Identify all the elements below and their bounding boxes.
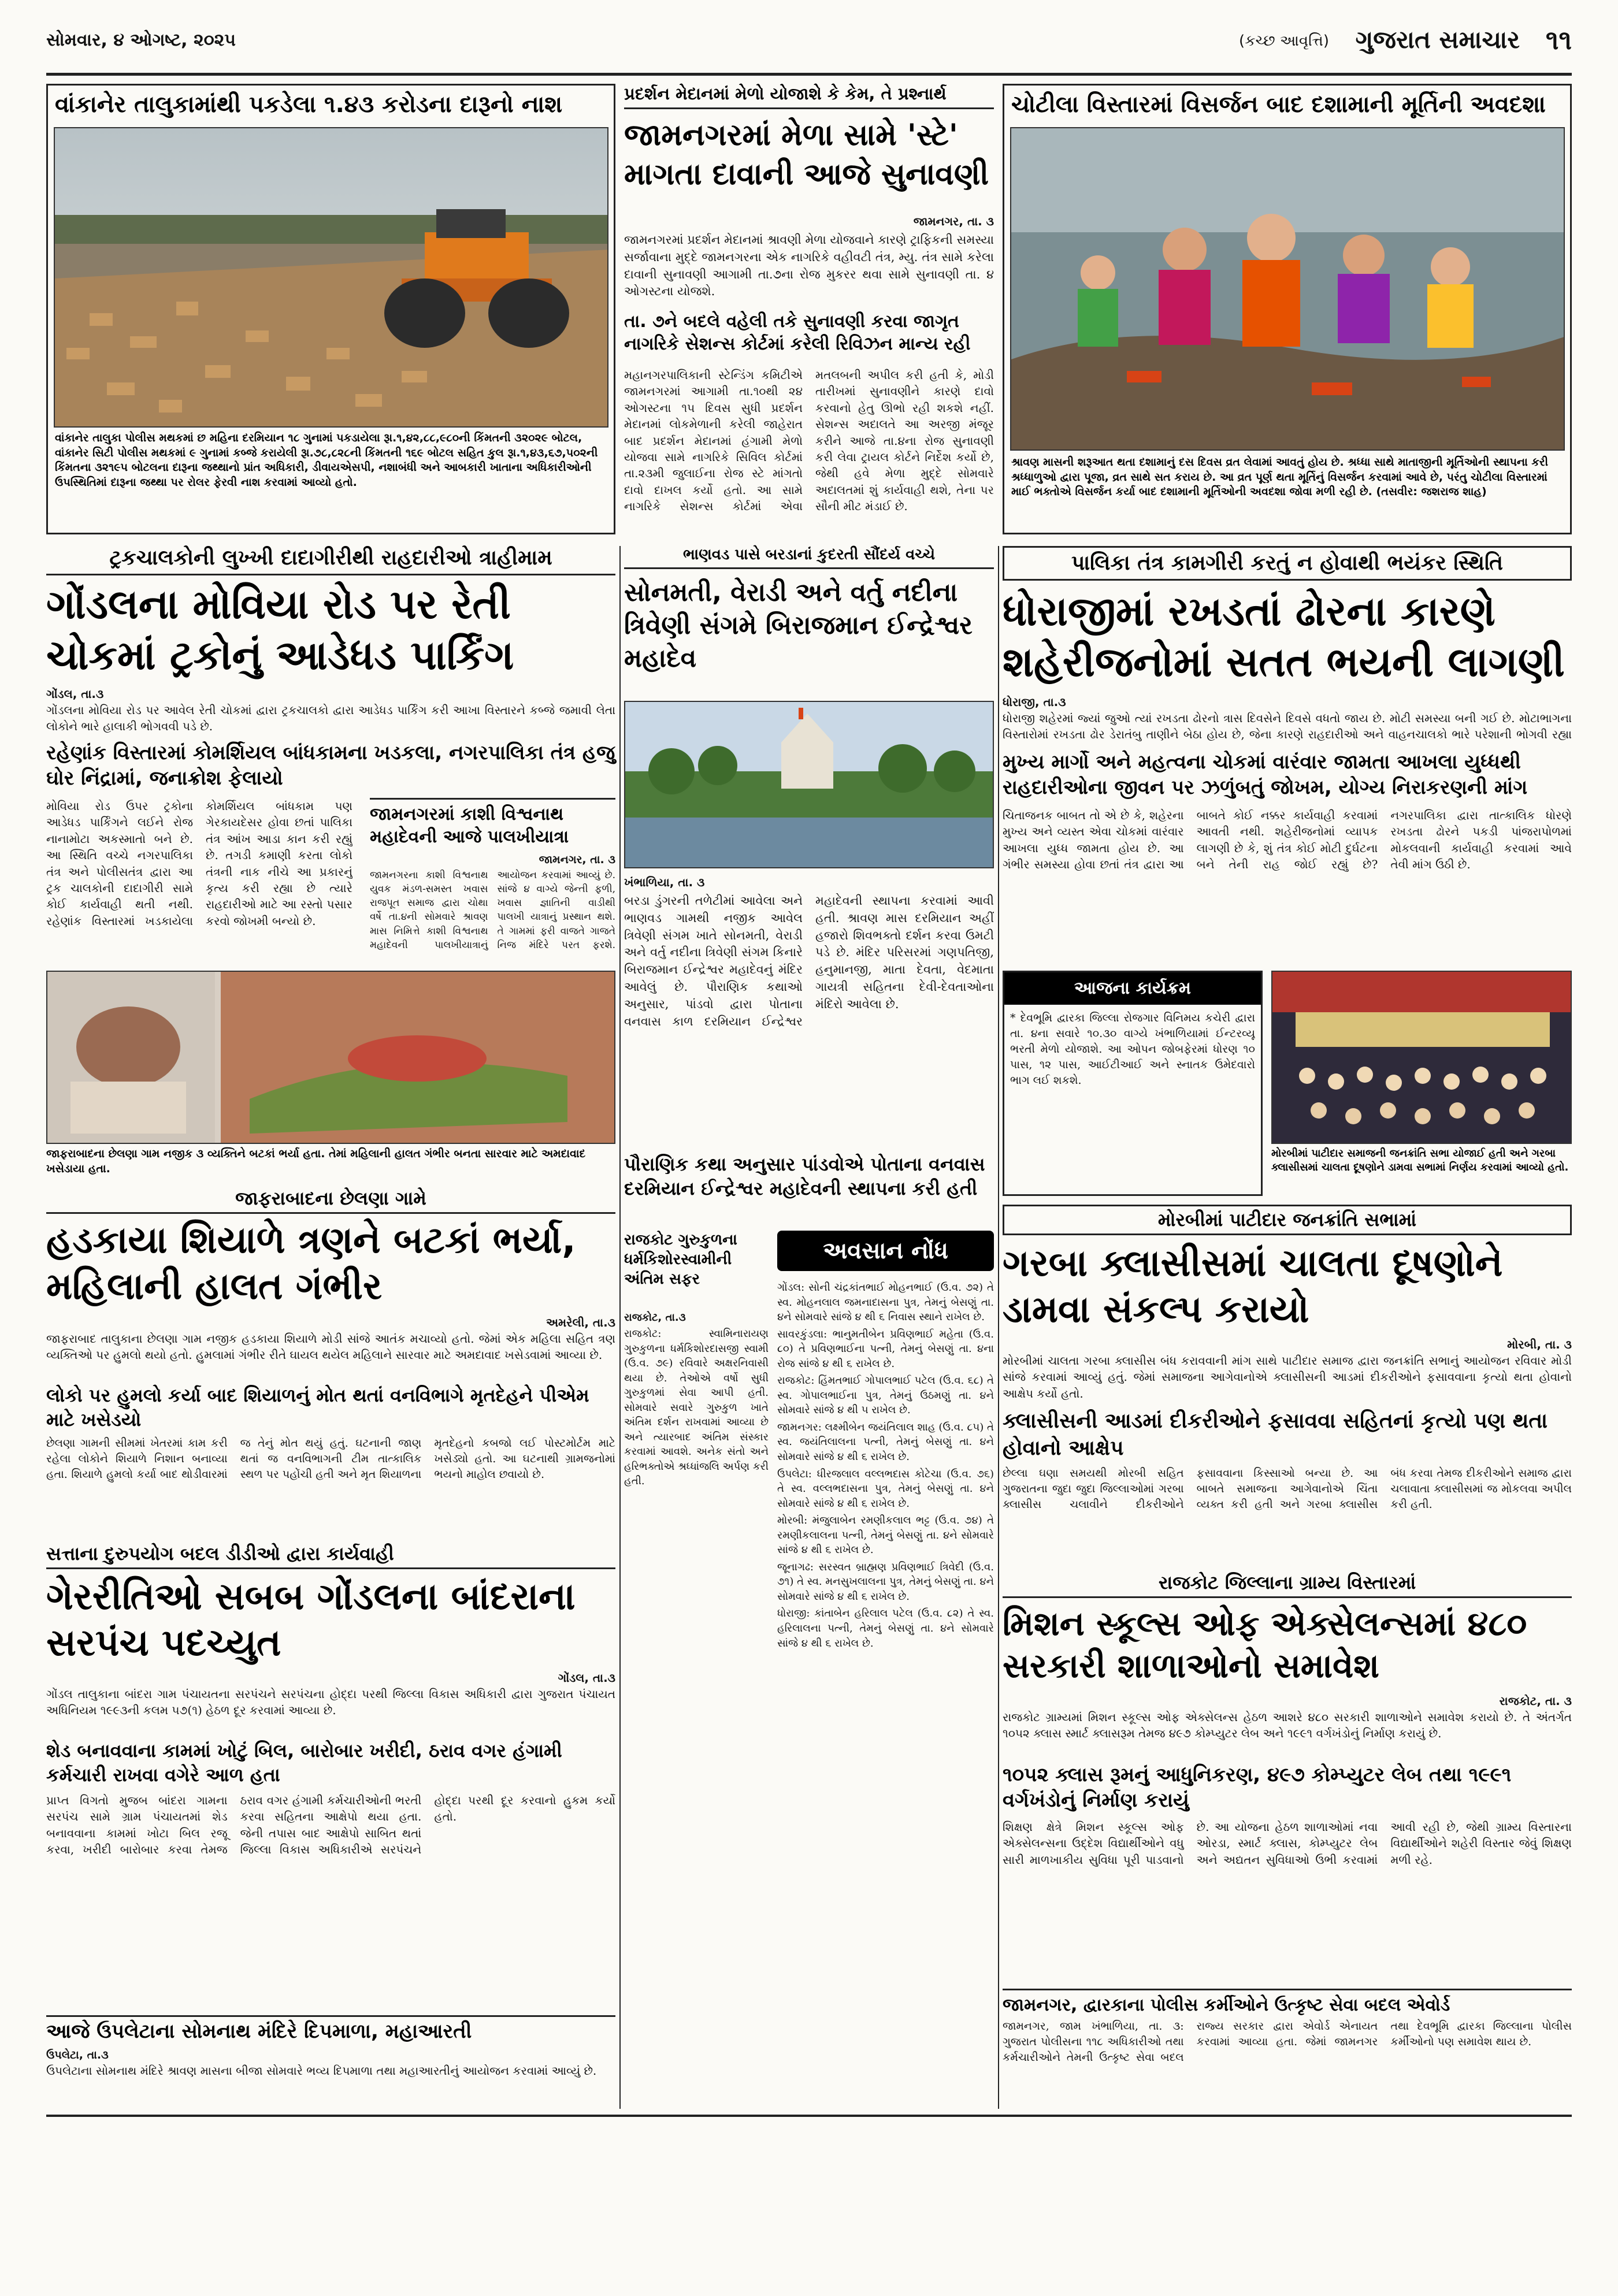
kashi-body: જામનગરના કાશી વિશ્વનાથ યુવક મંડળ-સમસ્ત ખવાસ રાજપૂત સમાજ દ્વારા ચોથા વર્ષે તા.૪ની સોમવારે શ્રાવણ માસ નિમિત્તે કાશી વિશ્વનાથ મહાદેવની પાલખીયાત્રાનું આયોજન કરવામાં આવ્યું છે. સાંજે ૪ વાગ્યે જેન્તી ફળી, ખવાસ જ્ઞાતિની વાડીથી પાલખી યાત્રાનું પ્રસ્થાન થશે. તે ગામમાં ફરી વાજતે ગાજતે નિજ મંદિરે પરત ફરશે. xyxy=(370,870,615,951)
gondal-body2: મોવિયા રોડ ઉપર ટ્રકોના આડેધડ પાર્કિંગને લઈને રોજ નાનામોટા અકસ્માતો બને છે. આ સ્થિતિ વચ્ચે નગરપાલિકા તંત્ર અને પોલીસતંત્ર દ્વારા આ ટ્રક ચાલકોની દાદાગીરી સામે કોઈ કાર્યવાહી થતી નથી. રહેણાંક વિસ્તારમાં ખડકાયેલા કોમર્શિયલ બાંધકામ પણ ગેરકાયદેસર હોવા છતાં પાલિકા તંત્ર આંખ આડા કાન કરી રહ્યું છે. તગડી કમાણી કરતા લોકો તંત્રની નાક નીચે આ પ્રકારનું કૃત્ય કરી રહ્યા છે ત્યારે રાહદારીઓ માટે આ રસ્તો પસાર કરવો જોખમી બન્યો છે. xyxy=(46,799,352,928)
liquor-headline: વાંકાનેર તાલુકામાંથી પકડેલા ૧.૪૩ કરોડના દારૂનો નાશ xyxy=(55,91,563,118)
obituary-entry: ઉપલેટા: ધીરજલાલ વલ્લભદાસ કોટેચા (ઉ.વ. ૭૬) તે સ્વ. વલ્લભદાસના પુત્ર, તેમનું બેસણું તા. ૪ને સોમવારે સાંજે ૪ થી ૬ રાખેલ છે. xyxy=(777,1467,994,1510)
morbi-photo-caption: મોરબીમાં પાટીદાર સમાજની જનક્રાંતિ સભા યોજાઈ હતી અને ગરબા ક્લાસીસમાં ચાલતા દૂષણોને ડામવા સભામાં નિર્ણય કરવામાં આવ્યો હતો. xyxy=(1271,1147,1569,1174)
dashama-story xyxy=(1003,84,1572,534)
obituary-title xyxy=(777,1231,994,1271)
column-divider xyxy=(998,546,999,2109)
morbi-headline: ગરબા ક્લાસીસમાં ચાલતા દૂષણોને ડામવા સંકલ્પ કરાયો xyxy=(1003,1242,1503,1331)
obituary-entry: સાવરકુંડલા: ભાનુમતીબેન પ્રવિણભાઈ મહેતા (ઉ.વ. ૮૦) તે પ્રવિણભાઈના પત્ની, તેમનું બેસણું તા. ૪ના રોજ સાંજે ૪ થી ૬ રાખેલ છે. xyxy=(777,1328,994,1370)
schools-dateline: રાજકોટ, તા. ૩ xyxy=(1499,1694,1572,1708)
liquor-story xyxy=(46,84,615,534)
jafrabad-subhead: લોકો પર હુમલો કર્યા બાદ શિયાળનું મોત થતાં વનવિભાગે મૃતદેહને પીએમ માટે ખસેડયો xyxy=(46,1384,589,1431)
gondal-subhead: રહેણાંક વિસ્તારમાં કોમર્શિયલ બાંધકામના ખડકલા, નગરપાલિકા તંત્ર હજુ ઘોર નિંદ્રામાં, જનાક્રોશ ફેલાયો xyxy=(46,741,615,790)
triveni-kicker: ભાણવડ પાસે બરડાનાં કુદરતી સૌંદર્ય વચ્ચે xyxy=(624,546,994,569)
obituary-entry: મોરબી: મંજુલાબેન રમણીકલાલ ભટ્ટ (ઉ.વ. ૭૪) તે રમણીકલાલના પત્ની, તેમનું બેસણું તા. ૪ને સોમવારે સાંજે ૪ થી ૬ રાખેલ છે. xyxy=(777,1514,994,1556)
crowd-meeting-photo xyxy=(1272,972,1572,1144)
sarpanch-story xyxy=(46,1543,615,2109)
jafrabad-kicker: જાફરાબાદના છેલણા ગામે xyxy=(46,1187,615,1214)
schools-subhead: ૧૦૫૨ ક્લાસ રૂમનું આધુનિકરણ, ૪૯૭ કોમ્પ્યુટર લેબ તથા ૧૯૯૧ વર્ગખંડોનું નિર્માણ કરાયું xyxy=(1003,1763,1512,1812)
morbi-photo xyxy=(1271,971,1572,1144)
dashama-photo xyxy=(1010,127,1565,451)
triveni-body: બરડા ડુંગરની તળેટીમાં આવેલા અને ભાણવડ ગામથી નજીક આવેલ ત્રિવેણી સંગમ ખાતે સોનમતી, વેરાડી અને વર્તુ નદીના ત્રિવેણી સંગમ કિનારે બિરાજમાન ઈન્દ્રેશ્વર મહાદેવનું મંદિર આવેલું છે. પૌરાણિક કથાઓ અનુસાર, પાંડવો દ્વારા પોતાના વનવાસ કાળ દરમિયાન ઈન્દ્રેશ્વર મહાદેવની સ્થાપના કરવામાં આવી હતી. શ્રાવણ માસ દરમિયાન અહીં હજારો શિવભક્તો દર્શન કરવા ઉમટી પડે છે. મંદિર પરિસરમાં ગણપતિજી, હનુમાનજી, માતા દેવતા, વેદમાતા ગાયત્રી સહિતના દેવી-દેવતાઓના મંદિરો આવેલા છે. xyxy=(624,894,994,1028)
jafrabad-body: જાફરાબાદ તાલુકાના છેલણા ગામ નજીક હડકાયા શિયાળે મોડી સાંજે આતંક મચાવ્યો હતો. જેમાં એક મહિલા સહિત ત્રણ વ્યક્તિઓ પર હુમલો થયો હતો. હુમલામાં ગંભીર રીતે ઘાયલ થયેલ મહિલાને સારવાર માટે અમદાવાદ ખસેડવામાં આવ્યા છે. xyxy=(46,1332,615,1362)
obituary-entry: ધોરાજી: કાંતાબેન હરિલાલ પટેલ (ઉ.વ. ૮૨) તે સ્વ. હરિલાલના પત્ની, તેમનું બેસણું તા. ૪ને સોમવારે સાંજે ૪ થી ૬ રાખેલ છે. xyxy=(777,1607,994,1649)
sarpanch-body: ગોંડલ તાલુકાના બાંદરા ગામ પંચાયતના સરપંચને સરપંચના હોદ્દા પરથી જિલ્લા વિકાસ અધિકારી દ્વારા ગુજરાત પંચાયત અધિનિયમ ૧૯૯૩ની કલમ ૫૭(૧) હેઠળ દૂર કરવામાં આવ્યા છે. xyxy=(46,1687,615,1718)
gurukul-headline: રાજકોટ ગુરુકુળના ધર્મકિશોરસ્વામીની અંતિમ સફર xyxy=(624,1231,737,1288)
fair-body: જામનગરમાં પ્રદર્શન મેદાનમાં શ્રાવણી મેળા યોજવાને કારણે ટ્રાફિકની સમસ્યા સર્જાવાના મુદ્દે જામનગરના એક નાગરિકે વહીવટી તંત્ર, મ્યુ. તંત્ર સામે કરેલા દાવાની સુનાવણી આગામી તા.૭ના રોજ મુકરર થવા સામે સુનાવણી તા. ૪ ઓગસ્ટના યોજશે. xyxy=(624,233,994,299)
masthead-rule xyxy=(46,73,1572,76)
obituary-entry: ગોંડલ: સોની ચંદ્રકાંતભાઈ મોહનભાઈ (ઉ.વ. ૭૨) તે સ્વ. મોહનલાલ જમનાદાસના પુત્ર, તેમનું બેસણું તા. ૪ને સોમવારે સાંજે ૪ થી ૬ નિવાસ સ્થાને રાખેલ છે. xyxy=(777,1281,994,1324)
morbi-dateline: મોરબી, તા. ૩ xyxy=(1507,1338,1572,1351)
gondal-headline: ગોંડલના મોવિયા રોડ પર રેતી ચોકમાં ટ્રકોનું આડેધડ પાર્કિંગ xyxy=(46,581,514,679)
sarpanch-kicker: સત્તાના દુરુપયોગ બદલ ડીડીઓ દ્વારા કાર્યવાહી xyxy=(46,1543,615,1569)
fair-kicker: પ્રદર્શન મેદાનમાં મેળો યોજાશે કે કેમ, તે પ્રશ્નાર્થ xyxy=(624,84,994,109)
dhoraji-body: ધોરાજી શહેરમાં જ્યાં જુઓ ત્યાં રખડતા ઢોરનો ત્રાસ દિવસેને દિવસે વધતો જાય છે. મોટી સમસ્યા બની ગઈ છે. મોટાભાગના વિસ્તારોમાં રખડતા ઢોર ડેરાતંબુ તાણીને બેઠા હોય છે, જેના કારણે રાહદારીઓ અને વાહનચાલકો ભારે પરેશાની ભોગવી રહ્યા xyxy=(1003,711,1572,742)
morbi-story xyxy=(1003,1205,1572,1563)
sarpanch-headline: ગેરરીતિઓ સબબ ગોંડલના બાંદરાના સરપંચ પદચ્યુત xyxy=(46,1576,576,1665)
somnath-dateline: ઉપલેટા, તા.૩ xyxy=(46,2049,109,2061)
sarpanch-dateline: ગોંડલ, તા.૩ xyxy=(558,1671,615,1685)
gurukul-dateline: રાજકોટ, તા.૩ xyxy=(624,1312,686,1324)
column-divider xyxy=(619,546,621,2109)
morbi-subhead: ક્લાસીસની આડમાં દીકરીઓને ફસાવવા સહિતનાં કૃત્યો પણ થતા હોવાનો આક્ષેપ xyxy=(1003,1409,1548,1460)
programme-box xyxy=(1003,971,1263,1196)
fair-story xyxy=(624,84,994,534)
jafrabad-photo-caption: જાફરાબાદના છેલણા ગામ નજીક ૩ વ્યક્તિને બટકાં ભર્યા હતા. તેમાં મહિલાની હાલત ગંભીર બનતા સારવાર માટે અમદાવાદ ખસેડાયા હતા. xyxy=(46,1147,586,1175)
gondal-story xyxy=(46,546,615,962)
edition-label: (કચ્છ આવૃત્તિ) xyxy=(1239,32,1329,50)
somnath-body: ઉપલેટાના સોમનાથ મંદિરે શ્રાવણ માસના બીજા સોમવારે ભવ્ય દિપમાળા તથા મહાઆરતીનું આયોજન કરવામાં આવ્યું છે. xyxy=(46,2064,597,2078)
jafrabad-story xyxy=(46,1187,615,1534)
fair-body2: મહાનગરપાલિકાની સ્ટેન્ડિંગ કમિટીએ જામનગરમાં આગામી તા.૧૦થી ૨૪ ઓગસ્ટના ૧૫ દિવસ સુધી પ્રદર્શન મેદાનમાં લોકમેળાની કરેલી જાહેરાત બાદ પ્રદર્શન મેદાનમાં હંગામી મેળો યોજવા સામે નાગરિકે સિવિલ કોર્ટમાં તા.૨૩મી જુલાઈના રોજ સ્ટે માંગતો દાવો દાખલ કર્યો હતો. આ સામે નાગરિકે સેશન્સ કોર્ટમાં એવા મતલબની અપીલ કરી હતી કે, મોડી તારીખમાં સુનાવણીને કારણે દાવો કરવાનો હેતુ ઊભો રહી શકશે નહીં. સેશન્સ અદાલતે આ અરજી મંજૂર કરીને આજે તા.૪ના રોજ સુનાવણી કરી લેવા ટ્રાયલ કોર્ટને નિર્દેશ કર્યો છે, જેથી હવે મેળા મુદ્દે સોમવારે અદાલતમાં શું કાર્યવાહી થશે, તેના પર સૌની મીટ મંડાઈ છે. xyxy=(624,368,994,514)
injured-people-photo xyxy=(47,972,615,1144)
gondal-body: ગોંડલના મોવિયા રોડ પર આવેલ રેતી ચોકમાં દ્વારા ટ્રકચાલકો દ્વારા આડેધડ પાર્કિંગ કરી આખા વિસ્તારને કબ્જે જમાવી લેતા લોકોને ભારે હાલાકી ભોગવવી પડે છે. xyxy=(46,703,615,734)
liquor-photo xyxy=(54,127,608,428)
schools-body2: શિક્ષણ ક્ષેત્રે મિશન સ્કૂલ્સ ઓફ એક્સેલન્સના ઉદ્દેશ વિદ્યાર્થીઓને વધુ સારી માળખાકીય સુવિધા પૂરી પાડવાનો છે. આ યોજના હેઠળ શાળાઓમાં નવા ઓરડા, સ્માર્ટ ક્લાસ, કોમ્પ્યુટર લેબ અને અદ્યતન સુવિધાઓ ઉભી કરવામાં આવી રહી છે, જેથી ગ્રામ્ય વિસ્તારના વિદ્યાર્થીઓને શહેરી વિસ્તાર જેવું શિક્ષણ મળી રહે. xyxy=(1003,1820,1572,1867)
award-body: જામનગર, જામ ખંભાળિયા, તા. ૩: ગુજરાત પોલીસના ૧૧૮ અધિકારીઓ તથા કર્મચારીઓને તેમની ઉત્કૃષ્ટ સેવા બદલ રાજ્ય સરકાર દ્વારા એવોર્ડ એનાયત કરવામાં આવ્યા હતા. જેમાં જામનગર તથા દેવભૂમિ દ્વારકા જિલ્લાના પોલીસ કર્મીઓનો પણ સમાવેશ થાય છે. xyxy=(1003,2020,1572,2064)
schools-headline: મિશન સ્કૂલ્સ ઓફ એક્સેલન્સમાં ૪૮૦ સરકારી શાળાઓનો સમાવેશ xyxy=(1003,1604,1527,1685)
dashama-caption: શ્રાવણ માસની શરૂઆત થતા દશામાનું દસ દિવસ વ્રત લેવામાં આવતું હોય છે. શ્રધ્ધા સાથે માતાજીની મૂર્તિઓની સ્થાપના કરી શ્રધ્ધાળુઓ દ્વારા પૂજા, વ્રત સાથે સત કરાય છે. આ વ્રત પૂર્ણ થતા મૂર્તિનું વિસર્જન કરવામાં આવે છે, પરંતુ ચોટીલા વિસ્તારમાં માઈ ભક્તોએ વિસર્જન કર્યા બાદ દશામાની મૂર્તિઓની અવદશા જોવા મળી રહી છે. (તસવીર: જશરાજ શાહ) xyxy=(1011,456,1549,499)
dashama-headline: ચોટીલા વિસ્તારમાં વિસર્જન બાદ દશામાની મૂર્તિની અવદશા xyxy=(1011,91,1546,118)
jafrabad-dateline: અમરેલી, તા.૩ xyxy=(545,1316,615,1329)
triveni-photo xyxy=(624,701,994,868)
morbi-body: મોરબીમાં ચાલતા ગરબા ક્લાસીસ બંધ કરાવવાની માંગ સાથે પાટીદાર સમાજ દ્વારા જનક્રાંતિ સભાનું આયોજન રવિવાર મોડી સાંજે કરવામાં આવ્યું હતું. જેમાં સમાજના આગેવાનોએ ક્લાસીસની આડમાં દીકરીઓને ફસાવવાના કૃત્યો થતા હોવાનો આક્ષેપ કર્યો હતો. xyxy=(1003,1354,1572,1400)
triveni-banner: પૌરાણિક કથા અનુસાર પાંડવોએ પોતાના વનવાસ દરમિયાન ઈન્દ્રેશ્વર મહાદેવની સ્થાપના કરી હતી xyxy=(624,1153,985,1199)
dhoraji-dateline: ધોરાજી, તા.૩ xyxy=(1003,695,1066,709)
obituary-entry: રાજકોટ: હિંમતભાઈ ગોપાલભાઈ પટેલ (ઉ.વ. ૬૮) તે સ્વ. ગોપાલભાઈના પુત્ર, તેમનું ઉઠમણું તા. ૪ને સોમવારે સાંજે ૪ થી ૫ રાખેલ છે. xyxy=(777,1374,994,1417)
fair-subhead: તા. ૭ને બદલે વહેલી તકે સુનાવણી કરવા જાગૃત નાગરિકે સેશન્સ કોર્ટમાં કરેલી રિવિઝન માન્ય રહી xyxy=(624,311,971,354)
jafrabad-body2: છેલણા ગામની સીમમાં ખેતરમાં કામ કરી રહેલા લોકોને શિયાળે નિશાન બનાવ્યા હતા. શિયાળે હુમલો કર્યા બાદ થોડીવારમાં જ તેનું મોત થયું હતું. ઘટનાની જાણ થતાં જ વનવિભાગની ટીમ તાત્કાલિક સ્થળ પર પહોંચી હતી અને મૃત શિયાળના મૃતદેહનો કબજો લઈ પોસ્ટમોર્ટમ માટે ખસેડ્યો હતો. આ ઘટનાથી ગ્રામજનોમાં ભયનો માહોલ છવાયો છે. xyxy=(46,1437,615,1481)
schools-body: રાજકોટ ગ્રામ્યમાં મિશન સ્કૂલ્સ ઓફ એક્સેલન્સ હેઠળ આશરે ૪૮૦ સરકારી શાળાઓને સમાવેશ કરાયો છે. તે અંતર્ગત ૧૦૫૨ ક્લાસ સ્માર્ટ ક્લાસરૂમ તેમજ ૪૯૭ કોમ્પ્યુટર લેબ અને ૧૯૯૧ વર્ગખંડોનું નિર્માણ કરાયું છે. xyxy=(1003,1710,1572,1741)
programme-label-text: આજના કાર્યક્રમ xyxy=(1074,978,1192,998)
road-roller-photo xyxy=(55,128,608,428)
liquor-caption: વાંકાનેર તાલુકા પોલીસ મથકમાં છ મહિના દરમિયાન ૧૮ ગુનામાં પકડાયેલા રૂા.૧,૪૨,૮૮,૯૮૦ની કિંમતની ૩૨૦૨૯ બોટલ, વાંકાનેર સિટી પોલીસ મથકમાં ૯ ગુનામાં કબ્જે કરાયેલી રૂા.૭૮,૮૨૮ની કિંમતની ૧૬૯ બોટલ સહિત કુલ રૂા.૧,૪૩,૬૭,૫૦૨ની કિંમતના ૩૨૧૯૫ બોટલના દારૂના જથ્થાનો પ્રાંત અધિકારી, ડીવાયએસપી, નશાબંધી અને આબકારી ખાતાના અધિકારીઓની ઉપસ્થિતિમાં દારૂના જથ્થા પર રોલર ફેરવી નાશ કરવામાં આવ્યો હતો. xyxy=(55,432,598,489)
kashi-story xyxy=(370,798,615,962)
sarpanch-subhead: શેડ બનાવવાના કામમાં ખોટું બિલ, બારોબાર ખરીદી, ઠરાવ વગર હંગામી કર્મચારી રાખવા વગેરે આળ હતા xyxy=(46,1740,562,1786)
newspaper-name: ગુજરાત સમાચાર xyxy=(1355,25,1520,54)
dhoraji-kicker: પાલિકા તંત્ર કામગીરી કરતું ન હોવાથી ભયંકર સ્થિતિ xyxy=(1003,546,1572,581)
fair-headline: જામનગરમાં મેળા સામે 'સ્ટે' માગતા દાવાની આજે સુનાવણી xyxy=(624,118,989,192)
gondal-dateline: ગોંડલ, તા.૩ xyxy=(46,687,104,701)
triveni-story xyxy=(624,546,994,1222)
gurukul-body: રાજકોટ: સ્વામિનારાયણ ગુરુકુળના ધર્મકિશોરદાસજી સ્વામી (ઉ.વ. ૭૯) રવિવારે અક્ષરનિવાસી થયા છે. તેઓએ વર્ષો સુધી ગુરુકુળમાં સેવા આપી હતી. સોમવારે સવારે ગુરુકુળ ખાતે અંતિમ દર્શન રાખવામાં આવ્યા છે અને ત્યારબાદ અંતિમ સંસ્કાર કરવામાં આવશે. અનેક સંતો અને હરિભક્તોએ શ્રધ્ધાંજલિ અર્પણ કરી હતી. xyxy=(624,1328,769,1488)
bottom-rule xyxy=(46,2115,1572,2117)
programme-text: * દેવભૂમિ દ્વારકા જિલ્લા રોજગાર વિનિમય કચેરી દ્વારા તા. ૪ના સવારે ૧૦.૩૦ વાગ્યે ખંભાળિયામાં ઈન્ટરવ્યૂ ભરતી મેળો યોજાશે. આ ઓપન જોબફેરમાં ધોરણ ૧૦ પાસ, ૧૨ પાસ, આઈટીઆઈ અને સ્નાતક ઉમેદવારો ભાગ લઈ શકશે. xyxy=(1010,1012,1255,1087)
masthead xyxy=(46,22,1572,68)
obituary-section xyxy=(777,1231,994,2109)
sarpanch-body2: પ્રાપ્ત વિગતો મુજબ બાંદરા ગામના સરપંચ સામે ગ્રામ પંચાયતમાં શેડ બનાવવાના કામમાં ખોટા બિલ રજૂ કરવા, ખરીદી બારોબાર કરવા તેમજ ઠરાવ વગર હંગામી કર્મચારીઓની ભરતી કરવા સહિતના આક્ષેપો થયા હતા. જેની તપાસ બાદ આક્ષેપો સાબિત થતાં જિલ્લા વિકાસ અધિકારીએ સરપંચને હોદ્દા પરથી દૂર કરવાનો હુકમ કર્યો હતો. xyxy=(46,1793,615,1857)
award-headline: જામનગર, દ્વારકાના પોલીસ કર્મીઓને ઉત્કૃષ્ટ સેવા બદલ એવોર્ડ xyxy=(1003,1989,1572,2016)
triveni-dateline: ખંભાળિયા, તા. ૩ xyxy=(624,875,705,889)
issue-date: સોમવાર, ૪ ઓગષ્ટ, ૨૦૨૫ xyxy=(46,30,236,50)
idols-photo xyxy=(1011,128,1565,451)
gondal-kicker: ટ્રકચાલકોની લુખ્ખી દાદાગીરીથી રાહદારીઓ ત્રાહીમામ xyxy=(46,546,615,575)
dhoraji-headline: ધોરાજીમાં રખડતાં ઢોરના કારણે શહેરીજનોમાં સતત ભયની લાગણી xyxy=(1003,588,1565,686)
jafrabad-photo xyxy=(46,971,615,1144)
obituary-list xyxy=(777,1280,994,2106)
dhoraji-subhead: મુખ્ય માર્ગો અને મહત્વના ચોકમાં વારંવાર જામતા આખલા યુધ્ધથી રાહદારીઓના જીવન પર ઝળુંબતું જોખમ, યોગ્ય નિરાકરણની માંગ xyxy=(1003,751,1528,800)
morbi-body2: છેલ્લા ઘણા સમયથી મોરબી સહિત ગુજરાતના જુદા જુદા જિલ્લાઓમાં ગરબા ક્લાસીસ ચલાવીને દીકરીઓને ફસાવવાના કિસ્સાઓ બન્યા છે. આ બાબતે સમાજના આગેવાનોએ ચિંતા વ્યક્ત કરી હતી અને ગરબા ક્લાસીસ બંધ કરવા તેમજ દીકરીઓને સમાજ દ્વારા ચલાવાતા ક્લાસીસમાં જ મોકલવા અપીલ કરી હતી. xyxy=(1003,1467,1572,1511)
obituary-entry: જૂનાગઢ: સરસ્વત બ્રાહ્મણ પ્રવિણભાઈ ત્રિવેદી (ઉ.વ. ૭૧) તે સ્વ. મનસુખલાલના પુત્ર, તેમનું બેસણું તા. ૪ને સોમવારે સાંજે ૪ થી ૬ રાખેલ છે. xyxy=(777,1561,994,1603)
programme-label xyxy=(1004,972,1261,1005)
dhoraji-body2: ચિતાજનક બાબત તો એ છે કે, શહેરના મુખ્ય અને વ્યસ્ત એવા ચોકમાં વારંવાર આખલા યુધ્ધ જામતા હોય છે. આ ગંભીર સમસ્યા હોવા છતાં તંત્ર દ્વારા આ બાબતે કોઈ નક્કર કાર્યવાહી કરવામાં આવતી નથી. શહેરીજનોમાં વ્યાપક લાગણી છે કે, શું તંત્ર કોઈ મોટી દુર્ઘટના બને તેની રાહ જોઈ રહ્યું છે? નગરપાલિકા દ્વારા તાત્કાલિક ધોરણે રખડતા ઢોરને પકડી પાંજરાપોળમાં મોકલવાની કાર્યવાહી કરવામાં આવે તેવી માંગ ઉઠી છે. xyxy=(1003,808,1572,872)
schools-kicker: રાજકોટ જિલ્લાના ગ્રામ્ય વિસ્તારમાં xyxy=(1003,1571,1572,1598)
temple-river-photo xyxy=(625,702,994,868)
dhoraji-story xyxy=(1003,546,1572,962)
triveni-headline: સોનમતી, વેરાડી અને વર્તુ નદીના ત્રિવેણી સંગમે બિરાજમાન ઈન્દ્રેશ્વર મહાદેવ xyxy=(624,578,973,674)
fair-dateline: જામનગર, તા. ૩ xyxy=(913,214,994,228)
page-number: ૧૧ xyxy=(1545,24,1572,55)
morbi-kicker: મોરબીમાં પાટીદાર જનક્રાંતિ સભામાં xyxy=(1003,1205,1572,1235)
obituary-entry: જામનગર: લક્ષ્મીબેન જયંતિલાલ શાહ (ઉ.વ. ૮૫) તે સ્વ. જયંતિલાલના પત્ની, તેમનું બેસણું તા. ૪ને સોમવારે સાંજે ૪ થી ૬ રાખેલ છે. xyxy=(777,1421,994,1463)
gurukul-story xyxy=(624,1231,769,2109)
schools-story xyxy=(1003,1571,1572,2109)
jafrabad-headline: હડકાયા શિયાળે ત્રણને બટકાં ભર્યા, મહિલાની હાલત ગંભીર xyxy=(46,1219,576,1308)
kashi-dateline: જામનગર, તા. ૩ xyxy=(539,853,615,866)
kashi-headline: જામનગરમાં કાશી વિશ્વનાથ મહાદેવની આજે પાલખીયાત્રા xyxy=(370,798,615,848)
somnath-headline: આજે ઉપલેટાના સોમનાથ મંદિરે દિપમાળા, મહાઆરતી xyxy=(46,2015,615,2043)
obituary-title-text: અવસાન નોંધ xyxy=(823,1238,948,1264)
